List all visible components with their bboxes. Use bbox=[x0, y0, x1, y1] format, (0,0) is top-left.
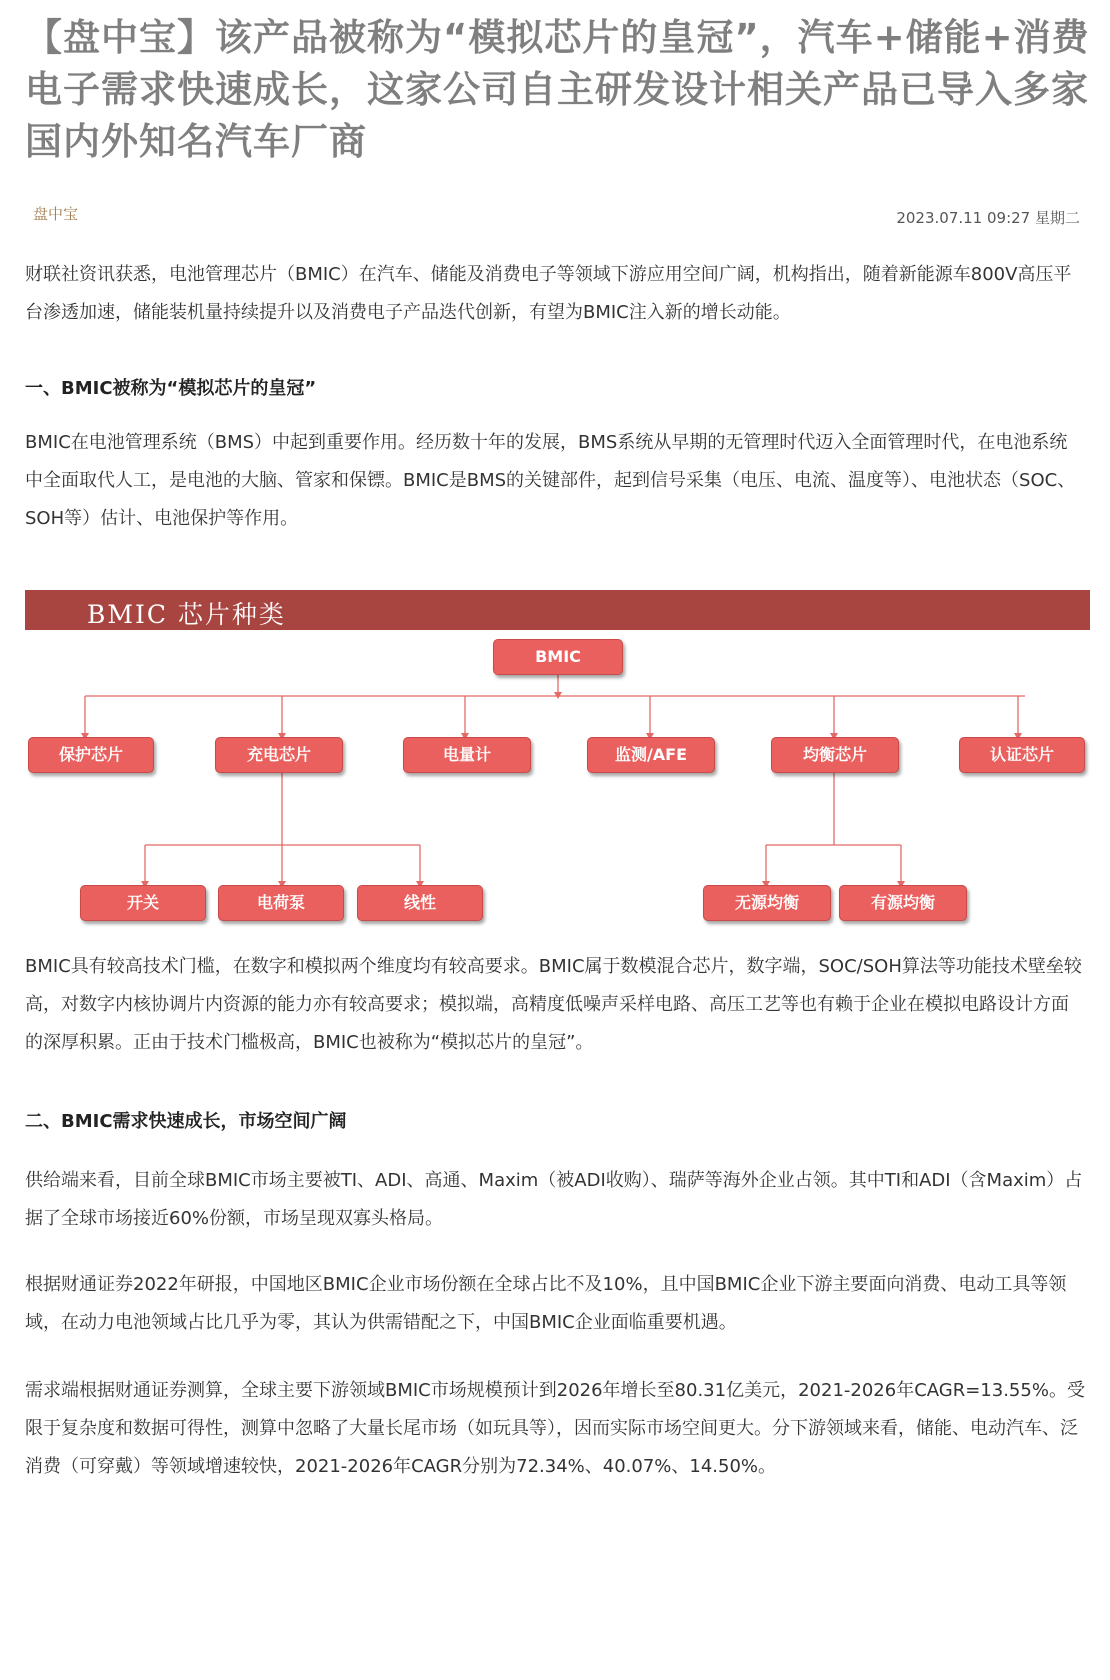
article-title: 【盘中宝】该产品被称为“模拟芯片的皇冠”，汽车+储能+消费电子需求快速成长，这家公司自主研发设计相关产品已导入多家国内外知名汽车厂商 bbox=[25, 16, 1090, 163]
section1-paragraph-1: BMIC在电池管理系统（BMS）中起到重要作用。经历数十年的发展，BMS系统从早期的无管理时代迈入全面管理时代，在电池系统中全面取代人工，是电池的大脑、管家和保镖。BMIC是BMS的关键部件，起到信号采集（电压、电流、温度等）、电池状态（SOC、SOH等）估计、电池保护等作用。 bbox=[25, 432, 1076, 529]
node-balancing-chip: 均衡芯片 bbox=[771, 737, 899, 773]
node-linear: 线性 bbox=[357, 885, 483, 921]
section2-heading: 二、BMIC需求快速成长，市场空间广阔 bbox=[25, 1111, 347, 1132]
node-active-balancing: 有源均衡 bbox=[839, 885, 967, 921]
node-authentication-chip: 认证芯片 bbox=[959, 737, 1085, 773]
publish-datetime: 2023.07.11 09:27 星期二 bbox=[896, 209, 1080, 227]
node-passive-balancing: 无源均衡 bbox=[703, 885, 831, 921]
section2-paragraph-3: 需求端根据财通证券测算，全球主要下游领域BMIC市场规模预计到2026年增长至80.31亿美元，2021-2026年CAGR=13.55%。受限于复杂度和数据可得性，测算中忽略了大量长尾市场（如玩具等），因而实际市场空间更大。分下游领域来看，储能、电动汽车、泛消费（可穿戴）等领域增速较快，2021-2026年CAGR分别为72.34%、40.07%、14.50%。 bbox=[25, 1380, 1085, 1477]
node-protection-chip: 保护芯片 bbox=[28, 737, 154, 773]
node-fuel-gauge: 电量计 bbox=[403, 737, 531, 773]
node-charge-pump: 电荷泵 bbox=[218, 885, 344, 921]
node-bmic-root: BMIC bbox=[493, 639, 623, 675]
section2-paragraph-1: 供给端来看，目前全球BMIC市场主要被TI、ADI、高通、Maxim（被ADI收购）、瑞萨等海外企业占领。其中TI和ADI（含Maxim）占据了全球市场接近60%份额，市场呈现双寡头格局。 bbox=[25, 1170, 1083, 1229]
section1-paragraph-2: BMIC具有较高技术门槛，在数字和模拟两个维度均有较高要求。BMIC属于数模混合芯片，数字端，SOC/SOH算法等功能技术壁垒较高，对数字内核协调片内资源的能力亦有较高要求；模拟端，高精度低噪声采样电路、高压工艺等也有赖于企业在模拟电路设计方面的深厚积累。正由于技术门槛极高，BMIC也被称为“模拟芯片的皇冠”。 bbox=[25, 956, 1082, 1053]
diagram-title: BMIC 芯片种类 bbox=[87, 600, 286, 629]
node-monitor-afe: 监测/AFE bbox=[587, 737, 715, 773]
section2-paragraph-2: 根据财通证券2022年研报，中国地区BMIC企业市场份额在全球占比不及10%，且中国BMIC企业下游主要面向消费、电动工具等领域，在动力电池领域占比几乎为零，其认为供需错配之下，中国BMIC企业面临重要机遇。 bbox=[25, 1274, 1067, 1333]
intro-paragraph: 财联社资讯获悉，电池管理芯片（BMIC）在汽车、储能及消费电子等领域下游应用空间广阔，机构指出，随着新能源车800V高压平台渗透加速，储能装机量持续提升以及消费电子产品迭代创新，有望为BMIC注入新的增长动能。 bbox=[25, 264, 1072, 323]
author-name[interactable]: 盘中宝 bbox=[33, 205, 79, 223]
bmic-types-diagram bbox=[25, 590, 1090, 930]
node-switch: 开关 bbox=[80, 885, 206, 921]
node-charging-chip: 充电芯片 bbox=[215, 737, 343, 773]
section1-heading: 一、BMIC被称为“模拟芯片的皇冠” bbox=[25, 378, 317, 399]
